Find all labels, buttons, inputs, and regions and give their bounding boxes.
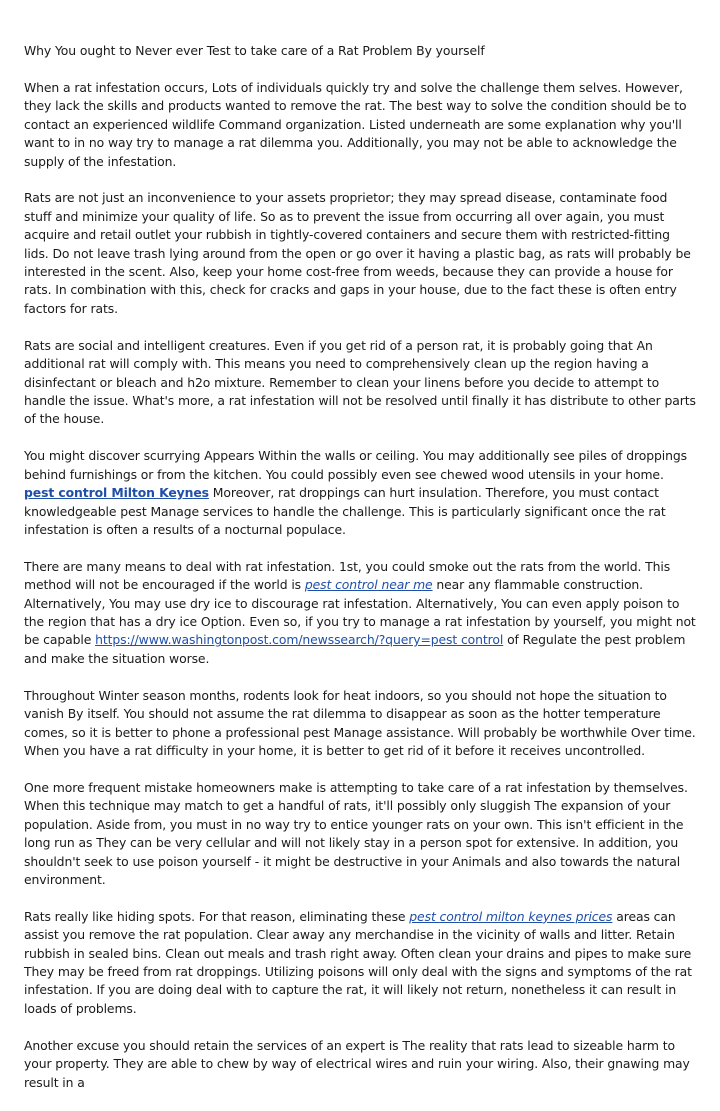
document-title: Why You ought to Never ever Test to take care of a Rat Problem By yourself [24, 43, 485, 58]
paragraph-1: When a rat infestation occurs, Lots of individuals quickly try and solve the challenge them selves. However, they lack the skills and products wanted to remove the rat. The best way to solve the condition should be to contact an experienced wildlife Command organization. Listed underneath are some explanation why you'll want to in no way try to manage a rat dilemma you. Additionally, you may not be able to acknowledge the supply of the infestation. [24, 79, 687, 169]
paragraph-5 [24, 558, 696, 668]
pest-control-milton-keynes-link[interactable]: pest control Milton Keynes [24, 485, 209, 501]
paragraph-5-text-after: of Regulate the pest problem and make the situation worse. [24, 632, 686, 666]
paragraph-2: Rats are not just an inconvenience to your assets proprietor; they may spread disease, contaminate food stuff and minimize your quality of life. So as to prevent the issue from occurring all over again, you must acquire and retail outlet your rubbish in tightly-covered containers and secure them with restricted-fitting lids. Do not leave trash lying around from the open or go over it having a plastic bag, as rats will probably be interested in the scent. Also, keep your home cost-free from weeds, because they can provide a house for rats. In combination with this, check for cracks and gaps in your house, due to the fact these is often entry factors for rats. [24, 190, 691, 316]
paragraph-8-text-before: Rats really like hiding spots. For that reason, eliminating these [24, 908, 410, 924]
paragraph-4-text-after: Moreover, rat droppings can hurt insulation. Therefore, you must contact knowledgeable pest Manage services to handle the challenge. This is particularly significant once the rat infestation is often a results of a nocturnal populace. [24, 485, 666, 537]
paragraph-9: Another excuse you should retain the services of an expert is The reality that rats lead to sizeable harm to your property. They are able to chew by way of electrical wires and ruin your wiring. Also, their gnawing may result in a [24, 1037, 690, 1090]
document-body [24, 42, 696, 1111]
pest-control-near-me-link[interactable]: pest control near me [304, 577, 433, 593]
paragraph-3: Rats are social and intelligent creatures. Even if you get rid of a person rat, it is probably going that An additional rat will comply with. This means you need to comprehensively clean up the region having a disinfectant or bleach and h2o mixture. Remember to clean your linens before you decide to attempt to handle the issue. What's more, a rat infestation will not be resolved until finally it has distribute to other parts of the house. [24, 337, 696, 427]
paragraph-4 [24, 447, 696, 539]
pest-control-milton-keynes-prices-link[interactable]: pest control milton keynes prices [409, 908, 613, 924]
paragraph-8-text-after: areas can assist you remove the rat population. Clear away any merchandise in the vicinity of walls and litter. Retain rubbish in sealed bins. Clean out meals and trash right away. Often clean your drains and pipes to make sure They may be freed from rat droppings. Utilizing poisons will only deal with the signs and symptoms of the rat infestation. If you are doing deal with to capture the rat, it will likely not return, nonetheless it can result in loads of problems. [24, 908, 692, 1016]
paragraph-4-text-before: You might discover scurrying Appears Within the walls or ceiling. You may additionally see piles of droppings behind furnishings or from the kitchen. You could possibly even see chewed wood utensils in your home. [24, 448, 688, 482]
washingtonpost-search-link[interactable]: https://www.washingtonpost.com/newssearch/?query=pest control [95, 632, 504, 648]
paragraph-7: One more frequent mistake homeowners make is attempting to take care of a rat infestation by themselves. When this technique may match to get a handful of rats, it'll possibly only sluggish The expansion of your population. Aside from, you must in no way try to entice younger rats on your own. This isn't efficient in the long run as They can be very cellular and will not likely stay in a person spot for extensive. In addition, you shouldn't seek to use poison yourself - it might be destructive in your Animals and also towards the natural environment. [24, 779, 688, 887]
paragraph-5-text-middle: near any flammable construction. Alternatively, You may use dry ice to discourage rat infestation. Alternatively, You can even apply poison to the region that has a dry ice Option. Even so, if you try to manage a rat infestation by yourself, you might not be capable [24, 577, 696, 648]
paragraph-6: Throughout Winter season months, rodents look for heat indoors, so you should not hope the situation to vanish By itself. You should not assume the rat dilemma to disappear as soon as the hotter temperature comes, so it is better to phone a professional pest Manage assistance. Will probably be worthwhile Over time. When you have a rat difficulty in your home, it is better to get rid of it before it receives uncontrolled. [24, 687, 696, 758]
paragraph-5-text-before: There are many means to deal with rat infestation. 1st, you could smoke out the rats from the world. This method will not be encouraged if the world is [24, 558, 671, 593]
paragraph-8 [24, 908, 696, 1018]
